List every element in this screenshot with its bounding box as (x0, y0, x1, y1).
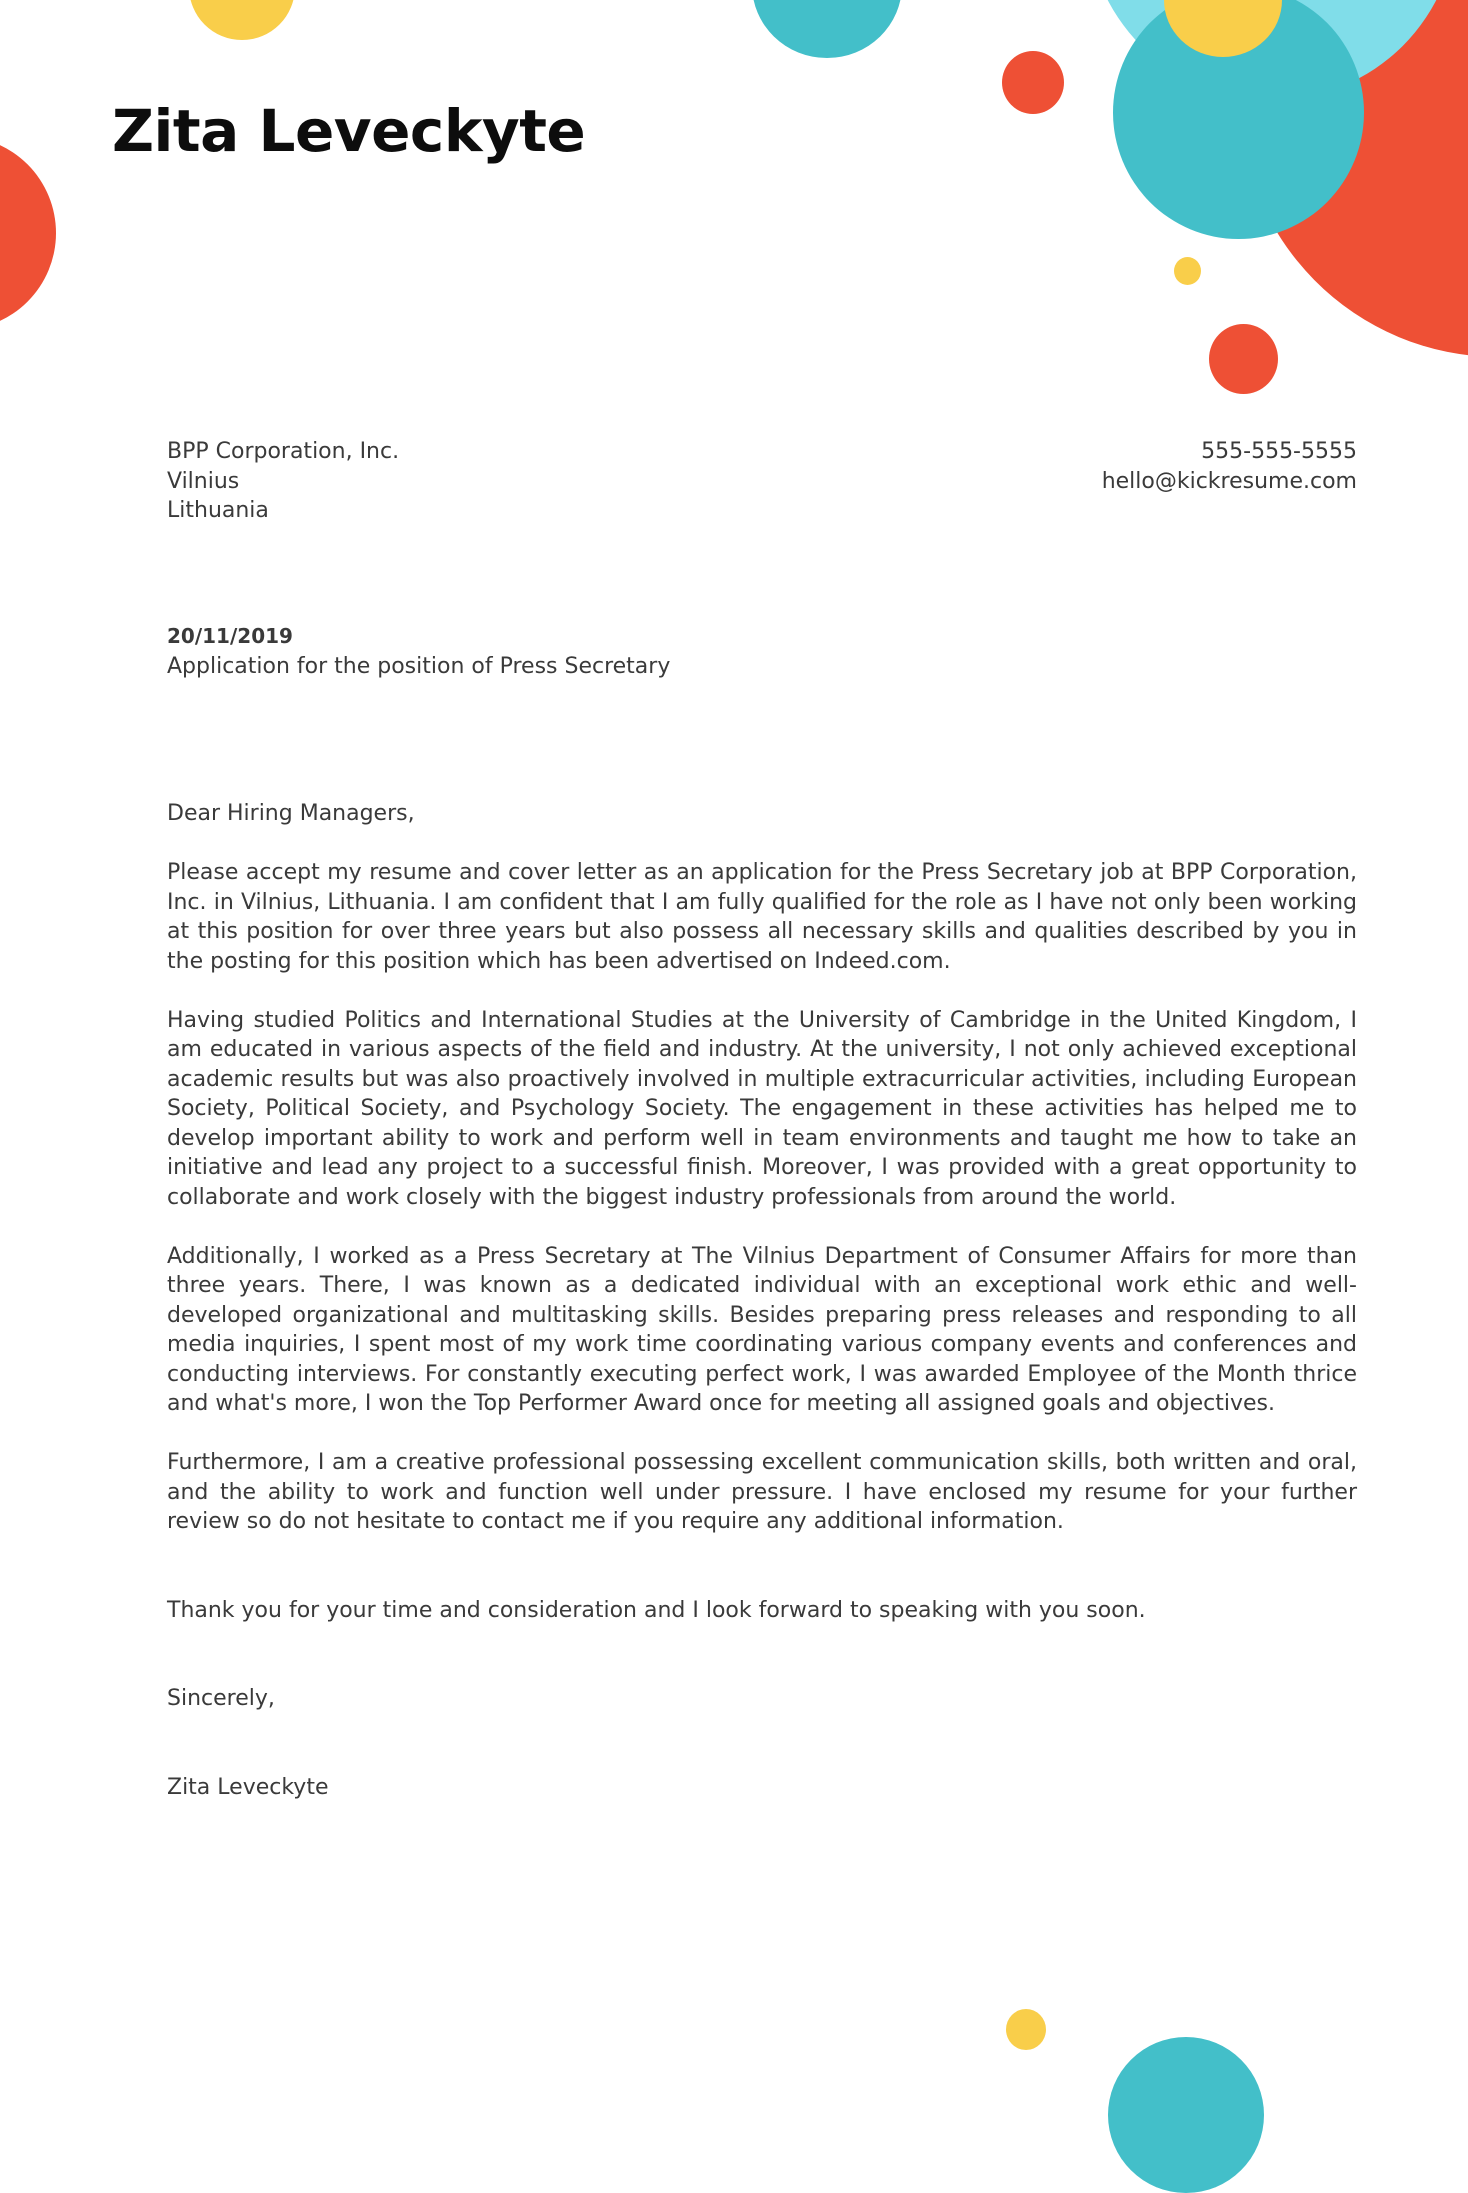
decor-circle-red-left (0, 136, 56, 330)
recipient-company: BPP Corporation, Inc. (167, 439, 400, 464)
letter-body (167, 799, 1357, 1832)
paragraph-2: Having studied Politics and International Studies at the University of Cambridge in the United Kingdom, I am educated in various aspects of the field and industry. At the university, I not only achieved exceptional academic results but was also proactively involved in multiple extracurricular activities, including European Society, Political Society, and Psychology Society. The engagement in these activities has helped me to develop important ability to work and perform well in team environments and taught me how to take an initiative and lead any project to a successful finish. Moreover, I was provided with a great opportunity to collaborate and work closely with the biggest industry professionals from around the world. (167, 1007, 1357, 1210)
salutation: Dear Hiring Managers, (167, 801, 415, 826)
paragraph-3: Additionally, I worked as a Press Secretary at The Vilnius Department of Consumer Affairs for more than three years. There, I was known as a dedicated individual with an exceptional work ethic and well-developed organizational and multitasking skills. Besides preparing press releases and responding to all media inquiries, I spent most of my work time coordinating various company events and conferences and conducting interviews. For constantly executing perfect work, I was awarded Employee of the Month thrice and what's more, I won the Top Performer Award once for meeting all assigned goals and objectives. (167, 1243, 1357, 1416)
applicant-name: Zita Leveckyte (112, 97, 586, 165)
contact-email: hello@kickresume.com (1101, 468, 1357, 494)
decor-circle-teal-top (752, 0, 902, 58)
signature: Zita Leveckyte (167, 1774, 329, 1800)
letter-subject: Application for the position of Press Secretary (167, 653, 671, 679)
paragraph-4: Furthermore, I am a creative professional possessing excellent communication skills, both written and oral, and the ability to work and function well under pressure. I have enclosed my resume for your further review so do not hesitate to contact me if you require any additional information. (167, 1450, 1357, 1534)
recipient-country: Lithuania (167, 498, 269, 523)
decor-circle-red-small (1002, 51, 1064, 114)
letter-meta (167, 622, 670, 681)
decor-circle-yellow-small (1174, 257, 1201, 285)
decor-circle-yellow-top (189, 0, 295, 40)
sign-off: Sincerely, (167, 1686, 275, 1711)
letter-date: 20/11/2019 (167, 624, 293, 648)
closing-line: Thank you for your time and consideration and I look forward to speaking with you soon. (167, 1597, 1146, 1623)
recipient-city: Vilnius (167, 468, 240, 494)
decor-circle-teal-bottom (1108, 2037, 1264, 2193)
recipient-address (167, 437, 399, 526)
paragraph-1: Please accept my resume and cover letter as an application for the Press Secretary job at BPP Corporation, Inc. in Vilnius, Lithuania. I am confident that I am fully qualified for the role as I have not only been working at this position for over three years but also possess all necessary skills and qualities described by you in the posting for this position which has been advertised on Indeed.com. (167, 860, 1357, 974)
decor-circle-red-medium (1209, 324, 1278, 394)
contact-phone: 555-555-5555 (1201, 439, 1357, 464)
contact-info (1102, 437, 1357, 496)
decor-circle-yellow-bottom (1006, 2009, 1046, 2050)
